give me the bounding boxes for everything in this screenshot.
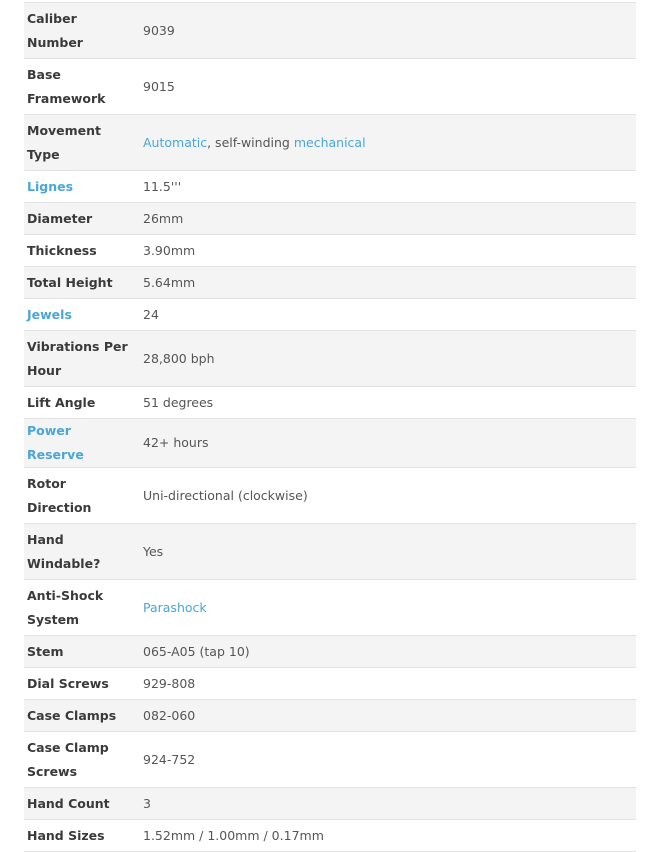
spec-row-rotor-direction <box>24 468 636 524</box>
spec-label: Anti-Shock System <box>24 580 135 636</box>
spec-value: 51 degrees <box>135 387 636 419</box>
spec-value: 3.90mm <box>135 235 636 267</box>
spec-value: 065-A05 (tap 10) <box>135 636 636 668</box>
spec-row-base-framework <box>24 59 636 115</box>
spec-value: 9015 <box>135 59 636 115</box>
spec-value: 9039 <box>135 3 636 59</box>
spec-label: Rotor Direction <box>24 468 135 524</box>
spec-label: Movement Type <box>24 115 135 171</box>
spec-value: 1.52mm / 1.00mm / 0.17mm <box>135 820 636 852</box>
spec-label: Diameter <box>24 203 135 235</box>
spec-value: 11.5''' <box>135 171 636 203</box>
spec-row-diameter <box>24 203 636 235</box>
spec-row-case-clamps <box>24 700 636 732</box>
spec-row-hand-windable <box>24 524 636 580</box>
spec-value <box>135 115 636 171</box>
spec-label: Vibrations Per Hour <box>24 331 135 387</box>
lignes-link[interactable]: Lignes <box>24 171 135 203</box>
spec-value <box>135 580 636 636</box>
jewels-link[interactable]: Jewels <box>24 299 135 331</box>
mechanical-link[interactable]: mechanical <box>293 134 366 150</box>
spec-value: 5.64mm <box>135 267 636 299</box>
spec-value: 3 <box>135 788 636 820</box>
spec-row-lignes <box>24 171 636 203</box>
power-reserve-link[interactable]: Power Reserve <box>24 419 135 468</box>
spec-row-case-clamp-screws <box>24 732 636 788</box>
spec-value: 42+ hours <box>135 419 636 468</box>
spec-label: Case Clamps <box>24 700 135 732</box>
spec-row-caliber-number <box>24 3 636 59</box>
automatic-link[interactable]: Automatic <box>143 134 208 150</box>
spec-row-lift-angle <box>24 387 636 419</box>
spec-label: Case Clamp Screws <box>24 732 135 788</box>
spec-value: 28,800 bph <box>135 331 636 387</box>
spec-row-vibrations-per-hour <box>24 331 636 387</box>
spec-row-anti-shock-system <box>24 580 636 636</box>
spec-label: Hand Sizes <box>24 820 135 852</box>
spec-label: Dial Screws <box>24 668 135 700</box>
spec-row-total-height <box>24 267 636 299</box>
spec-row-power-reserve <box>24 419 636 468</box>
spec-row-jewels <box>24 299 636 331</box>
spec-value: Yes <box>135 524 636 580</box>
spec-label: Hand Windable? <box>24 524 135 580</box>
spec-row-thickness <box>24 235 636 267</box>
spec-value: 26mm <box>135 203 636 235</box>
movement-type-text: , self-winding <box>207 134 294 150</box>
spec-label: Total Height <box>24 267 135 299</box>
spec-row-stem <box>24 636 636 668</box>
spec-row-hand-count <box>24 788 636 820</box>
spec-value: 24 <box>135 299 636 331</box>
spec-value: Uni-directional (clockwise) <box>135 468 636 524</box>
spec-row-dial-screws <box>24 668 636 700</box>
spec-value: 929-808 <box>135 668 636 700</box>
spec-row-movement-type <box>24 115 636 171</box>
spec-label: Hand Count <box>24 788 135 820</box>
spec-table <box>24 2 636 852</box>
spec-value: 924-752 <box>135 732 636 788</box>
spec-label: Stem <box>24 636 135 668</box>
spec-label: Thickness <box>24 235 135 267</box>
spec-label: Caliber Number <box>24 3 135 59</box>
spec-row-hand-sizes <box>24 820 636 852</box>
spec-label: Lift Angle <box>24 387 135 419</box>
spec-label: Base Framework <box>24 59 135 115</box>
spec-value: 082-060 <box>135 700 636 732</box>
parashock-link[interactable]: Parashock <box>143 599 207 615</box>
